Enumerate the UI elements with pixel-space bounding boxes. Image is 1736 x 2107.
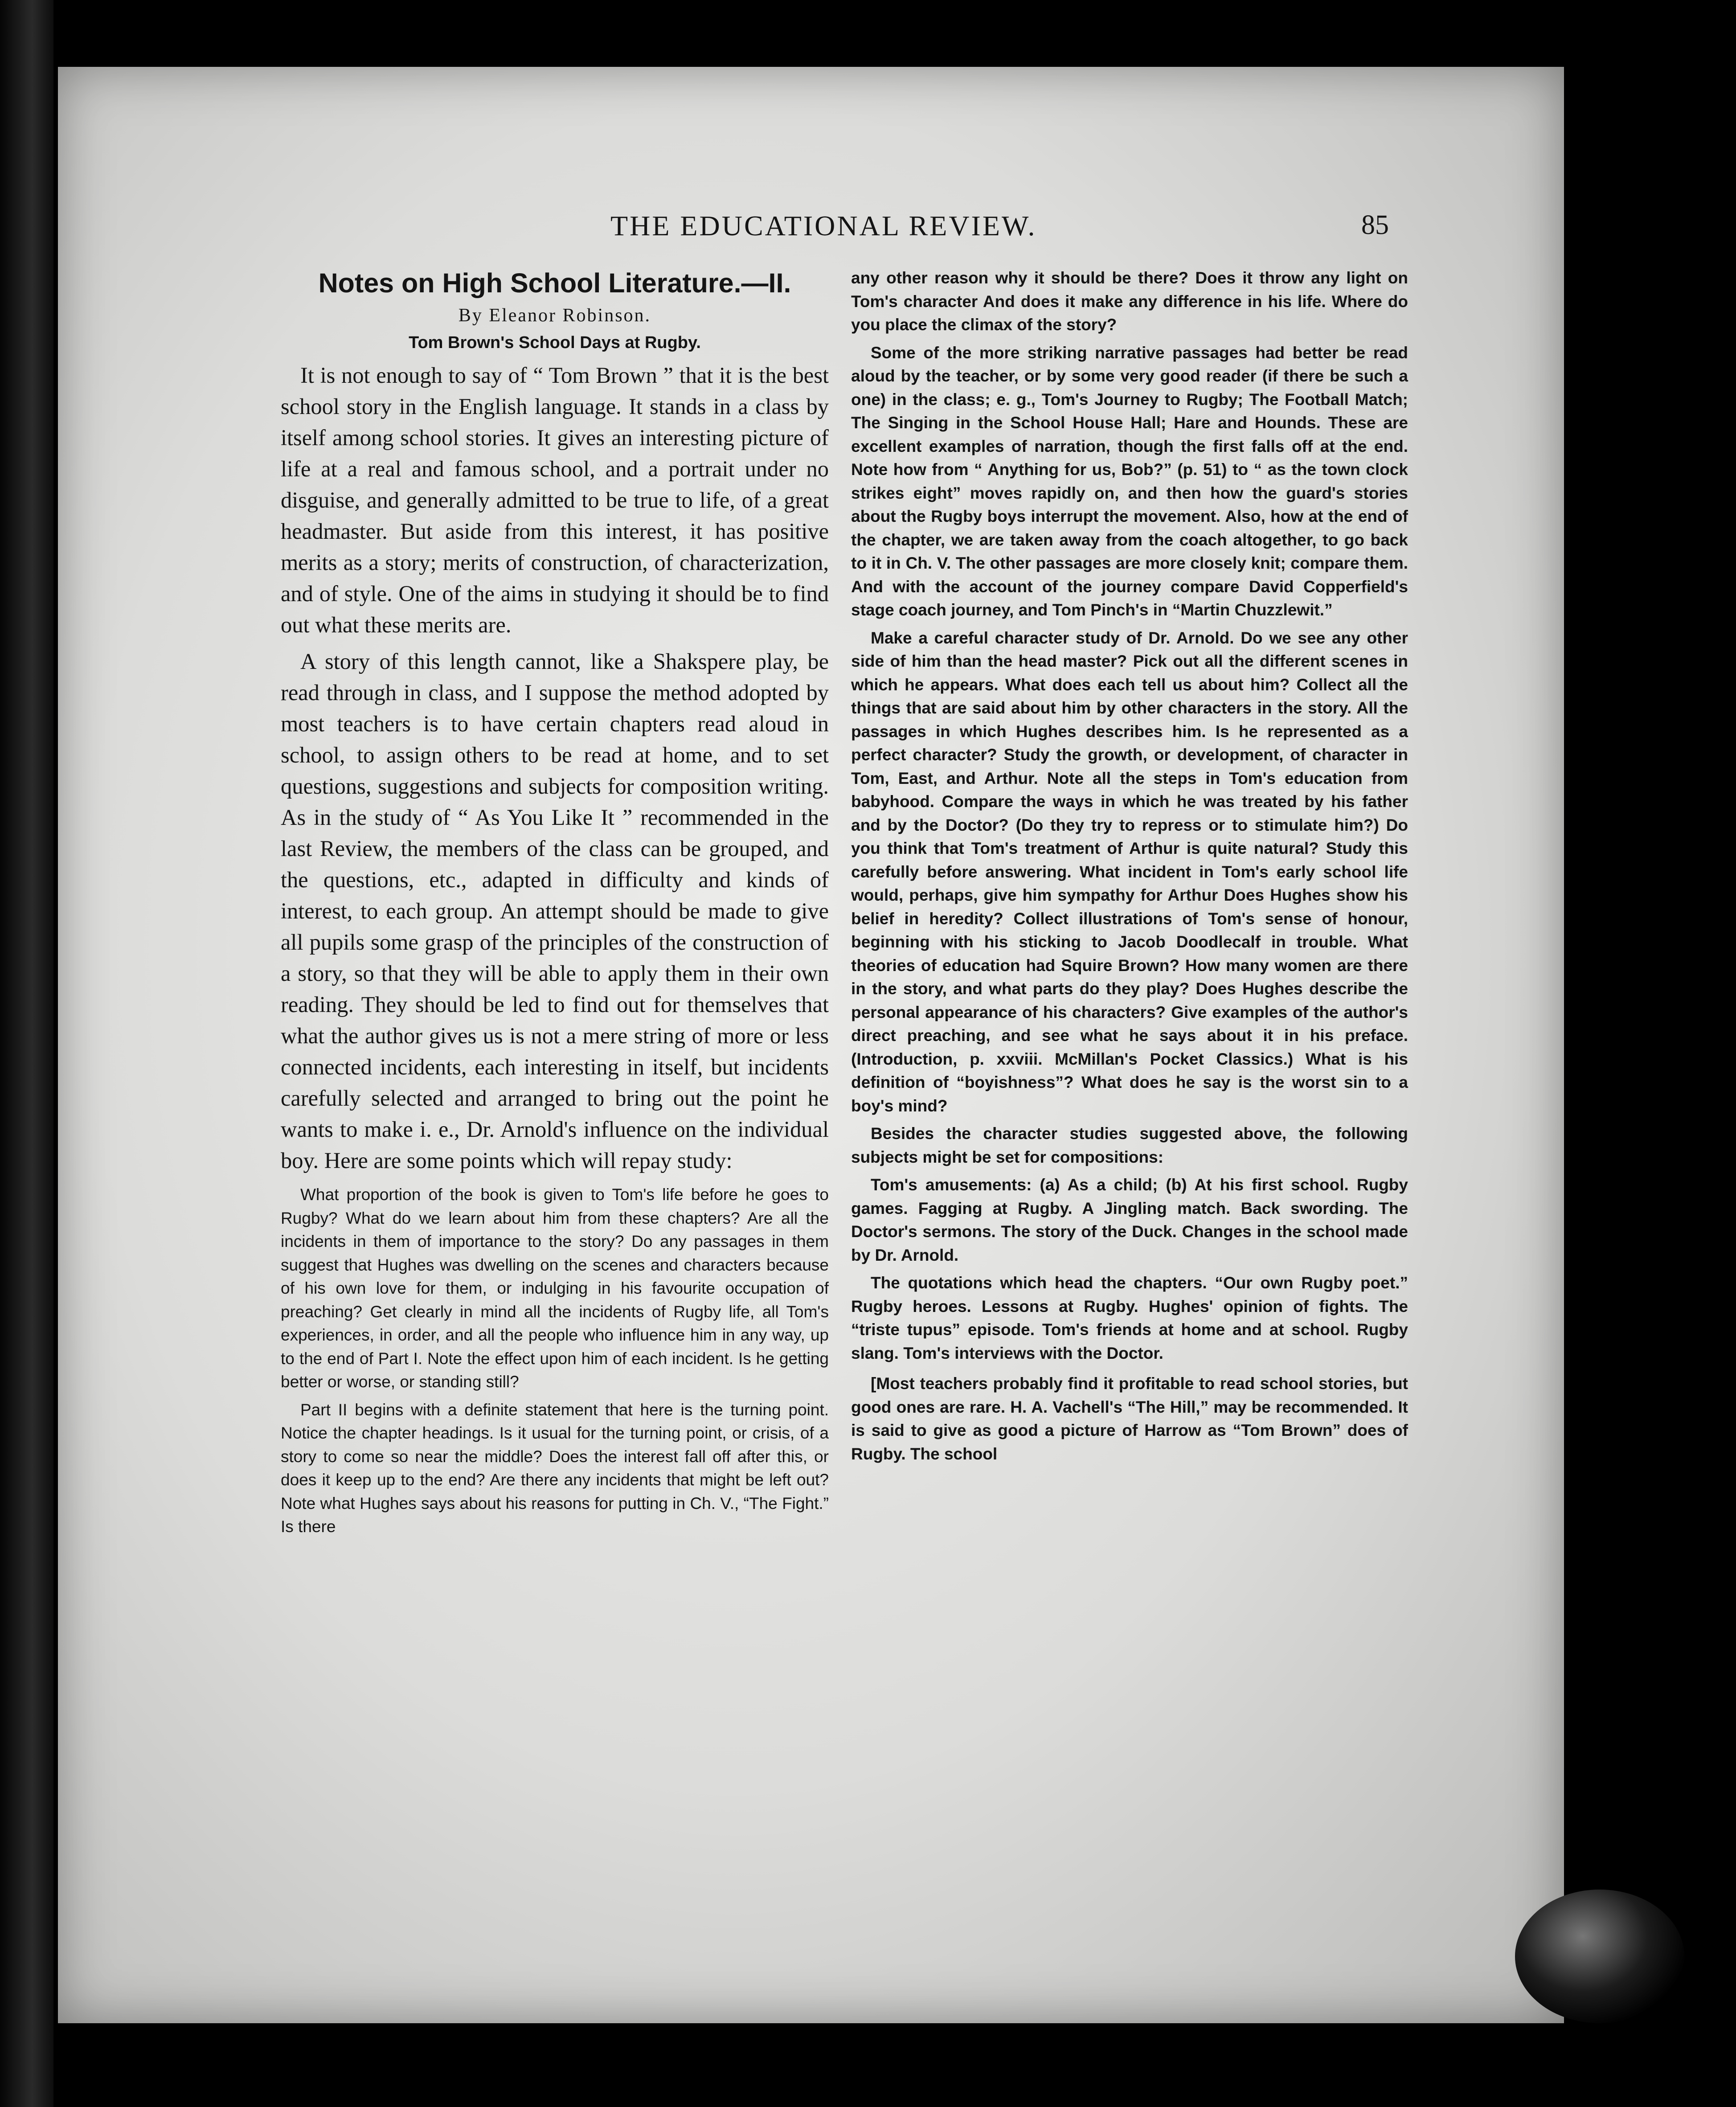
- paragraph: any other reason why it should be there? Does it throw any light on Tom's character And does it make any difference in his life. Where do you place the climax of the story?: [851, 269, 1408, 334]
- running-head: THE EDUCATIONAL REVIEW.: [610, 210, 1037, 242]
- book-spine-edge: [0, 0, 53, 2107]
- paragraph: Part II begins with a definite statement that here is the turning point. Notice the chapter headings. Is it usual for the turning point, or crisis, of a story to come so near the middle? Does the interest fall off after this, or does it keep up to the end? Are there any incidents that might be left out? Note what Hughes says about his reasons for putting in Ch. V., “The Fight.” Is there: [281, 1400, 829, 1536]
- right-column: [851, 266, 1408, 1470]
- article-title: Notes on High School Literature.—II.: [318, 268, 791, 298]
- paragraph: The quotations which head the chapters. “Our own Rugby poet.” Rugby heroes. Lessons at Rugby. Hughes' opinion of fights. The “triste tupus” episode. Tom's friends at home and at school. Rugby slang. Tom's interviews with the Doctor.: [851, 1274, 1408, 1362]
- left-column: [281, 267, 829, 1543]
- paragraph: It is not enough to say of “ Tom Brown ” that it is the best school story in the English language. It stands in a class by itself among school stories. It gives an interesting picture of life at a real and famous school, and a portrait under no disguise, and generally admitted to be true to life, of a great headmaster. But aside from this interest, it has positive merits as a story; merits of construction, of characterization, and of style. One of the aims in studying it should be to find out what these merits are.: [281, 363, 829, 637]
- scanner-clip: [1515, 1890, 1684, 2023]
- paragraph: A story of this length cannot, like a Shakspere play, be read through in class, and I suppose the method adopted by most teachers is to have certain chapters read aloud in school, to assign others to be read at home, and to set questions, suggestions and subjects for composition writing. As in the study of “ As You Like It ” recommended in the last Review, the members of the class can be grouped, and the questions, etc., adapted in difficulty and kinds of interest, to each group. An attempt should be made to give all pupils some grasp of the principles of the construction of a story, so that they will be able to apply them in their own reading. They should be led to find out for themselves that what the author gives us is not a mere string of more or less connected incidents, each interesting in itself, but incidents carefully selected and arranged to bring out the point he wants to make i. e., Dr. Arnold's influence on the individual boy. Here are some points which will repay study:: [281, 649, 829, 1173]
- paragraph: Make a careful character study of Dr. Arnold. Do we see any other side of him than the head master? Pick out all the different scenes in which he appears. What does each tell us about him? Collect all the things that are said about him by other characters in the story. All the passages in which Hughes describes him. Is he represented as a perfect character? Study the growth, or development, of character in Tom, East, and Arthur. Note all the steps in Tom's education from babyhood. Compare the ways in which he was treated by his father and by the Doctor? (Do they try to repress or to stimulate him?) Do you think that Tom's treatment of Arthur is quite natural? Study this carefully before answering. What incident in Tom's early school life would, perhaps, give him sympathy for Arthur Does Hughes show his belief in heredity? Collect illustrations of Tom's sense of honour, beginning with his sticking to Jacob Doodlecalf in trouble. What theories of education had Squire Brown? How many women are there in the story, and what parts do they play? Does Hughes describe the personal appearance of his characters? Give examples of the author's direct preaching, and see what he says about it in his preface. (Introduction, p. xxviii. McMillan's Pocket Classics.) What is his definition of “boyishness”? What does he say is the worst sin to a boy's mind?: [851, 628, 1408, 1115]
- article-byline: By Eleanor Robinson.: [458, 305, 651, 326]
- paragraph: [Most teachers probably find it profitable to read school stories, but good ones are rare. H. A. Vachell's “The Hill,” may be recommended. It is said to give as good a picture of Harrow as “Tom Brown” does of Rugby. The school: [851, 1374, 1408, 1463]
- paragraph: Tom's amusements: (a) As a child; (b) At his first school. Rugby games. Fagging at Rugby. A Jingling match. Back swording. The Doctor's sermons. The story of the Duck. Changes in the school made by Dr. Arnold.: [851, 1176, 1408, 1264]
- paragraph: Some of the more striking narrative passages had better be read aloud by the teacher, or by some very good reader (if there be such a one) in the class; e. g., Tom's Journey to Rugby; The Football Match; The Singing in the School House Hall; Hare and Hounds. These are excellent examples of narration, though the first falls off at the end. Note how from “ Anything for us, Bob?” (p. 51) to “ as the town clock strikes eight” moves rapidly on, and then how the guard's stories about the Rugby boys interrupt the movement. Also, how at the end of the chapter, we are taken away from the coach altogether, to go back to it in Ch. V. The other passages are more closely knit; compare them. And with the account of the journey compare David Copperfield's stage coach journey, and Tom Pinch's in “Martin Chuzzlewit.”: [851, 343, 1408, 619]
- paragraph: What proportion of the book is given to Tom's life before he goes to Rugby? What do we learn about him from these chapters? Are all the incidents in them of importance to the story? Do any passages in them suggest that Hughes was dwelling on the scenes and characters because of his own love for them, or indulging in his favourite occupation of preaching? Get clearly in mind all the incidents of Rugby life, all Tom's experiences, in order, and all the people who influence him in any way, up to the end of Part I. Note the effect upon him of each incident. Is he getting better or worse, or standing still?: [281, 1185, 829, 1391]
- article-subtitle: Tom Brown's School Days at Rugby.: [409, 333, 701, 352]
- page-number: 85: [1361, 210, 1389, 240]
- paragraph: Besides the character studies suggested above, the following subjects might be set for compositions:: [851, 1124, 1408, 1166]
